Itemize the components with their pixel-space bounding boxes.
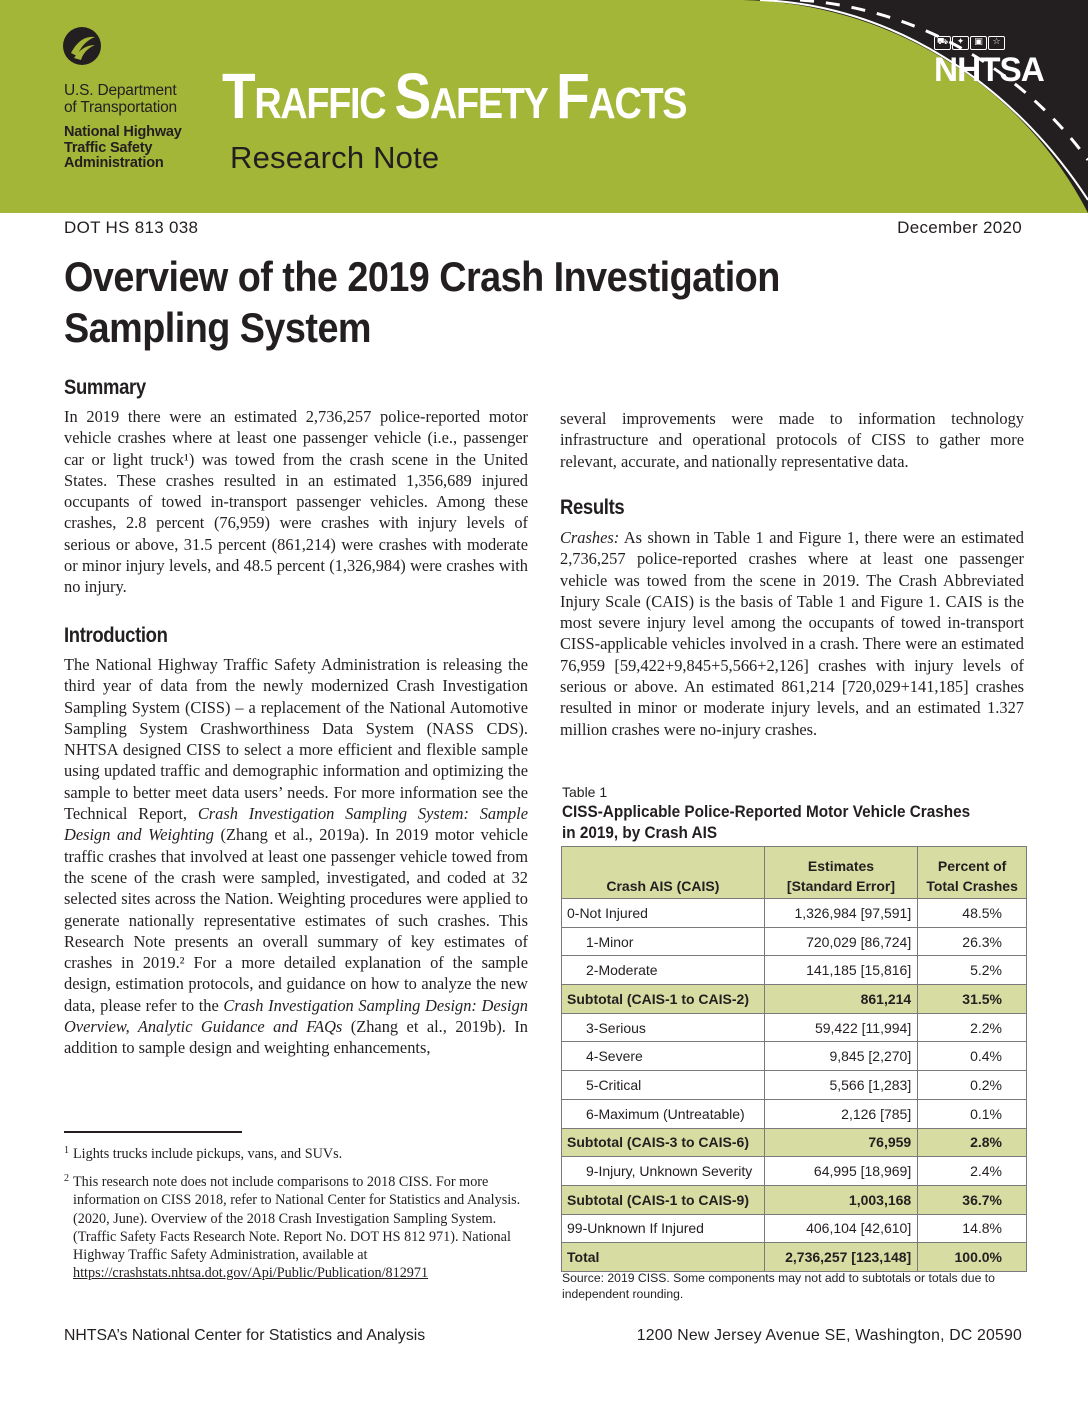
footnote-2-text — [64, 1173, 527, 1283]
row-estimate: 76,959 — [764, 1128, 917, 1157]
row-label: Subtotal (CAIS-1 to CAIS-2) — [562, 985, 765, 1014]
row-label: 1-Minor — [562, 927, 765, 956]
crash-ais-table — [561, 846, 1027, 1272]
column-header-estimates-line-1: Estimates — [807, 858, 875, 874]
series-title-acts: ACTS — [588, 79, 687, 128]
footer-address: 1200 New Jersey Avenue SE, Washington, DC 20590 — [636, 1327, 1022, 1344]
table-row — [562, 1099, 1027, 1128]
row-estimate: 406,104 [42,610] — [764, 1214, 917, 1243]
table-row — [562, 1157, 1027, 1186]
series-title-f: F — [556, 60, 589, 132]
table-row — [562, 899, 1027, 928]
series-title-raffic: RAFFIC — [254, 79, 395, 128]
publication-date: December 2020 — [897, 218, 1022, 237]
column-header-estimates — [764, 847, 917, 899]
footnote-2 — [64, 1173, 527, 1283]
table-source-note: Source: 2019 CISS. Some components may not add to subtotals or totals due to independent rounding. — [562, 1271, 995, 1301]
administration-line-1: National Highway — [64, 124, 182, 140]
footer-center-name: NHTSA’s National Center for Statistics and Analysis — [64, 1327, 426, 1344]
series-title — [222, 60, 687, 134]
row-label: 5-Critical — [562, 1071, 765, 1100]
row-label: 4-Severe — [562, 1042, 765, 1071]
row-label: Subtotal (CAIS-1 to CAIS-9) — [562, 1185, 765, 1214]
introduction-continued: several improvements were made to information technology infrastructure and operational protocols of CISS to gather more relevant, accurate, and nationally representative data. — [560, 409, 1024, 471]
column-header-percent — [918, 847, 1027, 899]
table-row — [562, 1071, 1027, 1100]
table-row — [562, 927, 1027, 956]
table-row — [562, 956, 1027, 985]
row-percent: 2.2% — [918, 1013, 1027, 1042]
row-percent: 2.4% — [918, 1157, 1027, 1186]
row-estimate: 64,995 [18,969] — [764, 1157, 917, 1186]
page-title-line-2: Sampling System — [64, 304, 372, 351]
row-estimate: 1,003,168 — [764, 1185, 917, 1214]
row-estimate: 2,126 [785] — [764, 1099, 917, 1128]
nhtsa-icon-row — [934, 36, 1005, 50]
intro-text-b: (Zhang et al., 2019a). In 2019 motor vehicle traffic crashes that involved at least one passenger vehicle towed from the scene of the crash were sampled, investigated, and coded at 32 selected sites across the Nation. Weighting procedures were applied to generate nationally representative estimates of such crashes. This Research Note presents an overall summary of key estimates of crashes in 2019.² For a more detailed explanation of the sample design, estimation protocols, and guidance on how to analyze the new data, please refer to the — [64, 825, 528, 1015]
column-header-estimates-line-2: [Standard Error] — [786, 878, 896, 894]
series-title-t: T — [222, 60, 255, 132]
table-row — [562, 1013, 1027, 1042]
row-label: 9-Injury, Unknown Severity — [562, 1157, 765, 1186]
series-subtitle: Research Note — [230, 140, 440, 175]
footnote-1-number: 1 — [64, 1145, 69, 1156]
series-title-afety: AFETY — [429, 79, 557, 128]
administration-line-2: Traffic Safety — [64, 139, 153, 156]
footnote-2-number: 2 — [64, 1173, 69, 1184]
row-label: Subtotal (CAIS-3 to CAIS-6) — [562, 1128, 765, 1157]
table-subtotal-row — [562, 1128, 1027, 1157]
table-subtotal-row — [562, 985, 1027, 1014]
column-header-crash-ais: Crash AIS (CAIS) — [562, 847, 765, 899]
star-icon: ☆ — [988, 36, 1005, 50]
results-paragraph — [560, 527, 1024, 740]
table-label: Table 1 — [562, 784, 608, 800]
table-title: CISS-Applicable Police-Reported Motor Vehicle Crashes in 2019, by Crash AIS — [562, 802, 971, 842]
row-estimate: 2,736,257 [123,148] — [764, 1243, 917, 1272]
row-percent: 100.0% — [918, 1243, 1027, 1272]
administration-name — [64, 125, 182, 172]
row-percent: 0.2% — [918, 1071, 1027, 1100]
table-row — [562, 1214, 1027, 1243]
department-line-1: U.S. Department — [64, 82, 177, 99]
row-percent: 36.7% — [918, 1185, 1027, 1214]
series-title-s: S — [394, 60, 430, 132]
row-label: 6-Maximum (Untreatable) — [562, 1099, 765, 1128]
row-percent: 26.3% — [918, 927, 1027, 956]
row-label: Total — [562, 1243, 765, 1272]
administration-line-3: Administration — [64, 155, 164, 171]
summary-paragraph: In 2019 there were an estimated 2,736,257 police-reported motor vehicle crashes where at least one passenger vehicle (i.e., passenger car or light truck¹) was towed from the crash scene in the United States. These crashes resulted in an estimated 1,356,689 injured occupants of towed in-transport passenger vehicles. Among these crashes, 2.8 percent (76,959) were crashes with injury levels of serious or above, 31.5 percent (861,214) were crashes with moderate or minor injury levels, and 48.5 percent (1,326,984) were crashes with no injury. — [64, 407, 528, 597]
intro-reference-1: Crash Investigation Sampling System: Sample Design and Weighting — [64, 804, 528, 845]
intro-reference-2: Crash Investigation Sampling Design: Design Overview, Analytic Guidance and FAQs — [64, 995, 528, 1037]
column-header-percent-line-1: Percent of — [937, 858, 1007, 874]
row-percent: 14.8% — [918, 1214, 1027, 1243]
footnote-1 — [64, 1145, 527, 1163]
agency-block — [64, 82, 182, 172]
table-header-row — [562, 847, 1027, 899]
results-heading: Results — [560, 496, 625, 519]
page-title — [64, 251, 928, 353]
results-text: As shown in Table 1 and Figure 1, there were an estimated 2,736,257 police-reported crashes where at least one passenger vehicle was towed from the scene in 2019. The Crash Abbreviated Injury Scale (CAIS) is the basis of Table 1 and Figure 1. CAIS is the most severe injury level among the occupants of towed in-transport CISS-applicable vehicles involved in a crash. There were an estimated 76,959 [59,422+9,845+5,566+2,126] crashes with injury levels of serious or above. An estimated 861,214 [720,029+141,185] crashes resulted in minor or moderate injury levels, and an estimated 1.327 million crashes were no-injury crashes. — [560, 528, 1024, 739]
introduction-paragraph — [64, 654, 528, 1059]
table-total-row — [562, 1243, 1027, 1272]
intro-text-a: The National Highway Traffic Safety Administration is releasing the third year of data from the newly modernized Crash Investigation Sampling System (CISS) – a replacement of the National Automotive Sampling System Crashworthiness Data System (NASS CDS). NHTSA designed CISS to select a more efficient and flexible sample using updated traffic and demographic information and optimizing the sample to better meet data users’ needs. For more information see the Technical Report, — [64, 655, 528, 824]
summary-heading: Summary — [64, 376, 146, 399]
row-estimate: 861,214 — [764, 985, 917, 1014]
row-label: 0-Not Injured — [562, 899, 765, 928]
row-percent: 0.4% — [918, 1042, 1027, 1071]
nhtsa-logo: NHTSA — [934, 51, 1044, 89]
row-percent: 31.5% — [918, 985, 1027, 1014]
row-label: 2-Moderate — [562, 956, 765, 985]
footnote-1-text: Lights trucks include pickups, vans, and SUVs. — [73, 1146, 343, 1162]
row-percent: 0.1% — [918, 1099, 1027, 1128]
row-estimate: 1,326,984 [97,591] — [764, 899, 917, 928]
row-percent: 5.2% — [918, 956, 1027, 985]
row-label: 3-Serious — [562, 1013, 765, 1042]
row-estimate: 141,185 [15,816] — [764, 956, 917, 985]
column-header-percent-line-2: Total Crashes — [926, 878, 1018, 894]
table-subtotal-row — [562, 1185, 1027, 1214]
page-title-line-1: Overview of the 2019 Crash Investigation — [64, 253, 780, 300]
row-label: 99-Unknown If Injured — [562, 1214, 765, 1243]
department-line-2: of Transportation — [64, 99, 177, 116]
intro-text-c: (Zhang et al., 2019b). In addition to sample design and weighting enhancements, — [64, 1017, 528, 1058]
row-estimate: 9,845 [2,270] — [764, 1042, 917, 1071]
table-row — [562, 1042, 1027, 1071]
usdot-logo-icon — [62, 26, 102, 66]
car-icon: ⛟ — [934, 36, 951, 50]
truck-icon: ▣ — [970, 36, 987, 50]
introduction-heading: Introduction — [64, 624, 168, 647]
row-estimate: 5,566 [1,283] — [764, 1071, 917, 1100]
results-lead: Crashes: — [560, 528, 620, 547]
footnote-divider — [64, 1131, 242, 1133]
document-id: DOT HS 813 038 — [64, 218, 199, 237]
publication-link[interactable]: https://crashstats.nhtsa.dot.gov/Api/Public/Publication/812971 — [73, 1265, 429, 1282]
row-estimate: 59,422 [11,994] — [764, 1013, 917, 1042]
row-percent: 48.5% — [918, 899, 1027, 928]
row-percent: 2.8% — [918, 1128, 1027, 1157]
footnote-2-body: This research note does not include comparisons to 2018 CISS. For more information on CISS 2018, refer to National Center for Statistics and Analysis. (2020, June). Overview of the 2018 Crash Investigation Sampling System. (Traffic Safety Facts Research Note. Report No. DOT HS 812 971). National Highway Traffic Safety Administration, available at — [73, 1174, 521, 1264]
person-icon: ✦ — [952, 36, 969, 50]
masthead — [0, 0, 1088, 213]
row-estimate: 720,029 [86,724] — [764, 927, 917, 956]
